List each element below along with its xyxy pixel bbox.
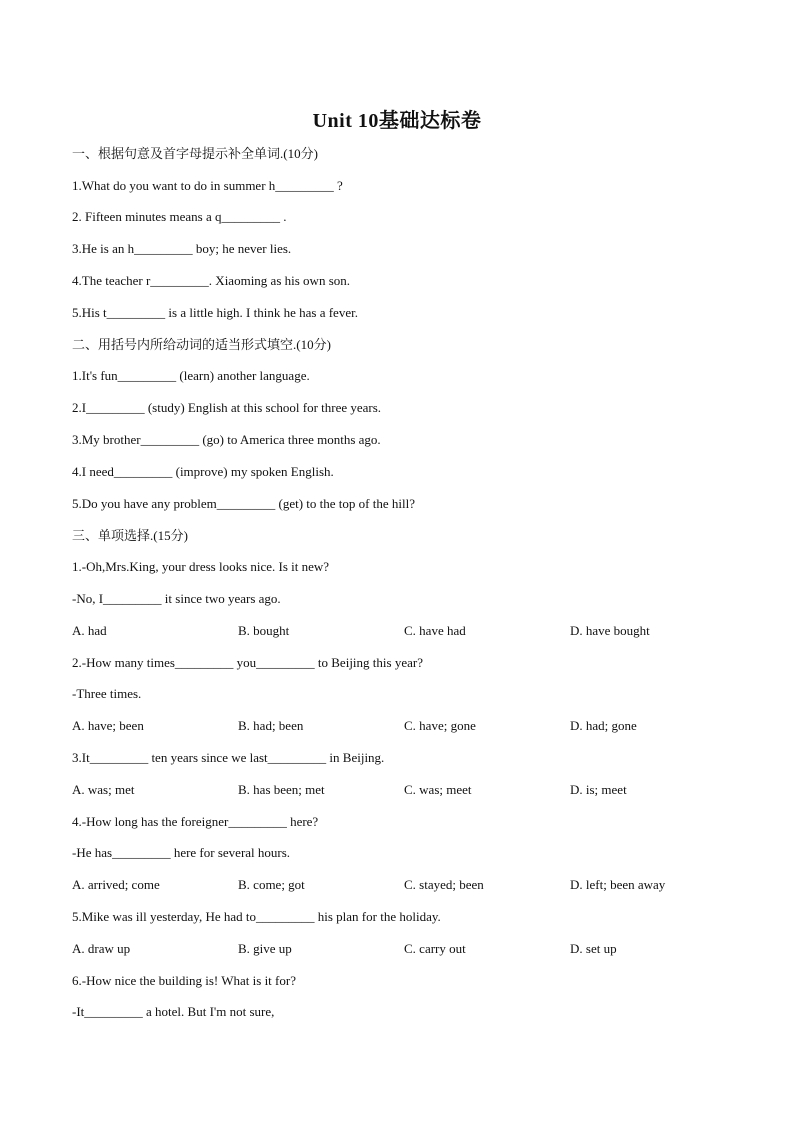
s3-question-3-prompt: 3.It_________ ten years since we last_________ in Beijing. [72,750,385,765]
s1-question-5: 5.His t_________ is a little high. I think he has a fever. [72,305,358,320]
s1-question-4: 4.The teacher r_________. Xiaoming as his own son. [72,273,351,288]
option-b: B. come; got [238,877,305,892]
s1-question-1: 1.What do you want to do in summer h_________ ? [72,178,343,193]
option-d: D. have bought [570,623,650,638]
s3-question-6-reply: -It_________ a hotel. But I'm not sure, [72,1004,275,1019]
s2-question-4: 4.I need_________ (improve) my spoken English. [72,464,334,479]
option-c: C. have; gone [404,718,476,733]
s3-question-4-reply: -He has_________ here for several hours. [72,845,291,860]
s3-question-2-prompt: 2.-How many times_________ you_________ to Beijing this year? [72,655,423,670]
option-a: A. draw up [72,941,131,956]
section-1-heading: 一、根据句意及首字母提示补全单词.(10分) [72,146,318,161]
s2-question-5: 5.Do you have any problem_________ (get) to the top of the hill? [72,496,415,511]
s1-question-3: 3.He is an h_________ boy; he never lies. [72,241,292,256]
option-c: C. was; meet [404,782,472,797]
option-a: A. have; been [72,718,144,733]
option-c: C. carry out [404,941,466,956]
s3-question-2-reply: -Three times. [72,686,142,701]
option-c: C. have had [404,623,466,638]
option-a: A. was; met [72,782,135,797]
option-b: B. has been; met [238,782,325,797]
option-a: A. arrived; come [72,877,160,892]
s2-question-2: 2.I_________ (study) English at this school for three years. [72,400,382,415]
s2-question-1: 1.It's fun_________ (learn) another language. [72,368,310,383]
s3-question-6-prompt: 6.-How nice the building is! What is it for? [72,973,296,988]
section-3-heading: 三、单项选择.(15分) [72,528,188,543]
s3-question-4-prompt: 4.-How long has the foreigner_________ here? [72,814,319,829]
s2-question-3: 3.My brother_________ (go) to America three months ago. [72,432,381,447]
option-b: B. had; been [238,718,304,733]
s3-question-1-reply: -No, I_________ it since two years ago. [72,591,281,606]
option-b: B. bought [238,623,290,638]
s1-question-2: 2. Fifteen minutes means a q_________ . [72,209,287,224]
s3-question-1-prompt: 1.-Oh,Mrs.King, your dress looks nice. Is it new? [72,559,330,574]
section-2-heading: 二、用括号内所给动词的适当形式填空.(10分) [72,337,331,352]
s3-question-5-prompt: 5.Mike was ill yesterday, He had to_________ his plan for the holiday. [72,909,441,924]
option-d: D. had; gone [570,718,637,733]
option-d: D. is; meet [570,782,627,797]
option-d: D. left; been away [570,877,666,892]
option-c: C. stayed; been [404,877,484,892]
option-a: A. had [72,623,107,638]
page-title: Unit 10基础达标卷 [312,110,482,132]
option-d: D. set up [570,941,617,956]
option-b: B. give up [238,941,292,956]
